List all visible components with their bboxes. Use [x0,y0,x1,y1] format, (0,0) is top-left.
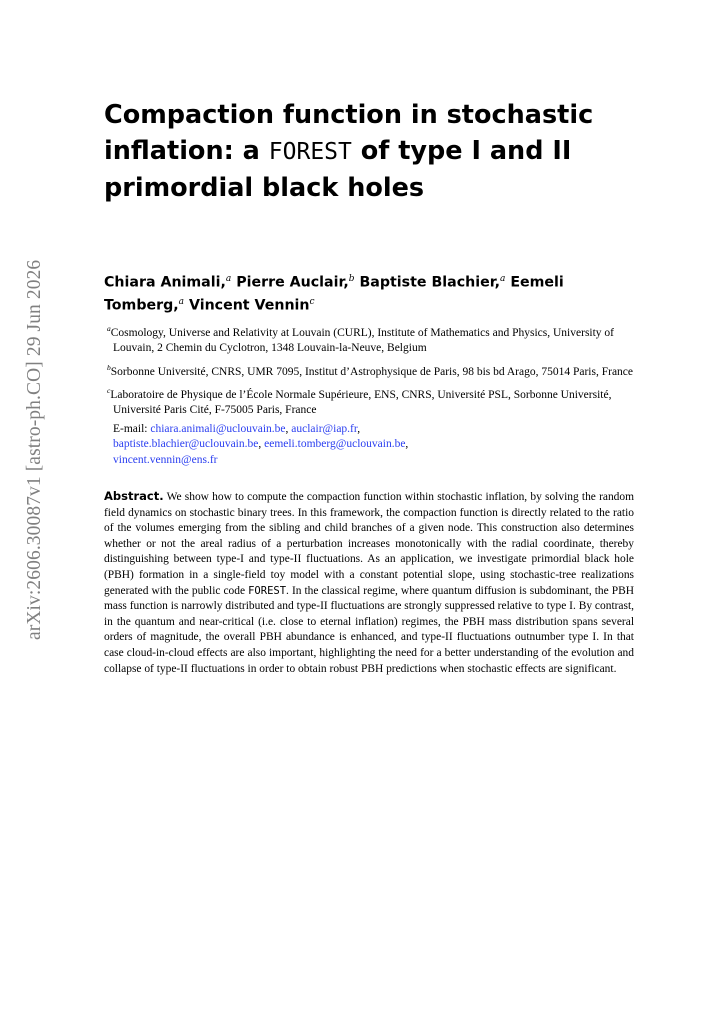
author-name: Baptiste Blachier, [359,274,500,291]
author-affiliation-mark: a [178,297,185,308]
affiliation [104,360,634,380]
affiliation [104,321,634,357]
paper-title [104,97,624,206]
author-list [104,270,629,316]
author-name: Eemeli Tomberg, [104,274,564,314]
abstract-text-part-2: . In the classical regime, where quantum diffusion is subdominant, the PBH mass function is narrowly distributed and type-II fluctuations are strongly suppressed relative to type I. By contrast, in the quantum and near-critical (i.e. close to eternal inflation) regimes, the PBH mass distribution spans several orders of magnitude, the overall PBH abundance is enhanced, and type-II fluctuations outnumber type I. In that case cloud-in-cloud effects are also important, highlighting the need for a better understanding of the evolution and collapse of type-II fluctuations in order to obtain robust PBH predictions when stochastic effects are significant. [104,584,634,675]
affiliation-text: Laboratoire de Physique de l’École Normale Supérieure, ENS, CNRS, Université PSL, Sorbonne Université, Université Paris Cité, F-75005 Paris, France [110,388,612,417]
abstract-code-name: FOREST [248,584,287,597]
affiliation [104,383,634,419]
abstract-heading: Abstract. [104,489,164,503]
abstract [104,489,634,677]
email-label: E-mail: [113,422,148,435]
affiliation-mark: b [107,362,111,372]
email-link[interactable]: auclair@iap.fr [291,422,358,435]
arxiv-identifier: arXiv:2606.30087v1 [astro-ph.CO] 29 Jun 2026 [24,259,45,640]
email-link[interactable]: eemeli.tomberg@uclouvain.be [264,438,406,451]
affiliation-list [104,321,634,468]
author-name: Vincent Vennin [188,297,310,314]
email-block: E-mail: chiara.animali@uclouvain.be, auclair@iap.fr, baptiste.blachier@uclouvain.be, eemeli.tomberg@uclouvain.be, vincent.vennin@ens.fr [113,422,409,466]
email-link[interactable]: chiara.animali@uclouvain.be [150,422,286,435]
author-name: Chiara Animali, [104,274,226,291]
author-affiliation-mark: a [500,274,506,284]
affiliation-text: Sorbonne Université, CNRS, UMR 7095, Institut d’Astrophysique de Paris, 98 bis bd Arago, 75014 Paris, France [110,365,634,378]
affiliation-mark: a [107,324,111,333]
author-affiliation-mark: a [225,274,232,284]
title-code-name: FOREST [268,139,352,165]
email-link[interactable]: vincent.vennin@ens.fr [113,453,218,466]
author-name: Pierre Auclair, [236,274,349,291]
abstract-text-part-1: We show how to compute the compaction function within stochastic inflation, by solving the random field dynamics on stochastic binary trees. In this framework, the compaction function is directly related to the ratio of the volumes emerging from the sibling and child branches of a given node. This construction also determines whether or not the areal radius of a perturbation increases monotonically with the radial coordinate, thereby distinguishing between type-I and type-II fluctuations. As an application, we investigate primordial black hole (PBH) formation in a single-field toy model with a constant potential slope, using stochastic-tree realizations generated with the public code [104,491,635,597]
affiliation-text: Cosmology, Universe and Relativity at Louvain (CURL), Institute of Mathematics and Physics, University of Louvain, 2 Chemin du Cyclotron, 1348 Louvain-la-Neuve, Belgium [110,326,615,355]
title-part-2: of type I and II primordial black holes [104,136,572,203]
title-part-1: Compaction function in stochastic inflation: a [104,100,594,166]
affiliation-mark: c [107,386,111,396]
author-affiliation-mark: b [348,274,355,284]
author-affiliation-mark: c [309,297,315,308]
email-link[interactable]: baptiste.blachier@uclouvain.be [113,438,259,451]
